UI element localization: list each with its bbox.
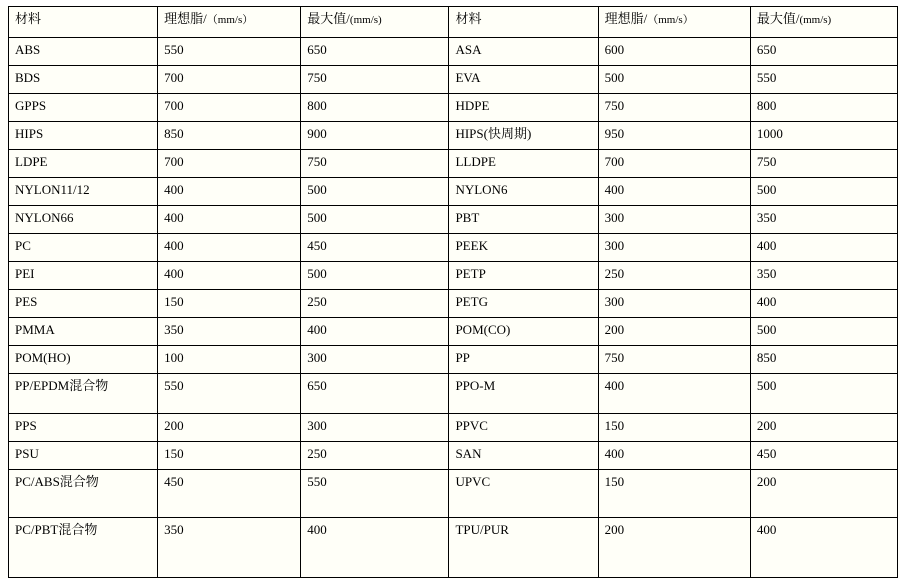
column-header-unit: (mm/s) (799, 14, 832, 26)
table-cell: 750 (301, 66, 449, 94)
table-cell: PC (9, 234, 158, 262)
table-cell: 650 (301, 38, 449, 66)
table-cell: 400 (301, 518, 449, 578)
material-speed-table (8, 6, 898, 578)
table-cell: 850 (750, 346, 897, 374)
column-header-label: 理想脂/ (604, 11, 648, 26)
table-cell: GPPS (9, 94, 158, 122)
table-cell: 700 (598, 150, 750, 178)
table-row (9, 470, 898, 518)
column-header-max-2 (750, 7, 897, 38)
document-page (0, 6, 900, 579)
table-row (9, 150, 898, 178)
table-cell: 850 (158, 122, 301, 150)
table-cell: 500 (750, 318, 897, 346)
table-cell: 400 (158, 206, 301, 234)
table-cell: 400 (750, 290, 897, 318)
table-row (9, 94, 898, 122)
table-cell: 150 (158, 442, 301, 470)
table-cell: PPVC (449, 414, 598, 442)
table-cell: 450 (750, 442, 897, 470)
table-cell: PETP (449, 262, 598, 290)
table-row (9, 262, 898, 290)
table-cell: HIPS (9, 122, 158, 150)
column-header-material-1 (9, 7, 158, 38)
table-cell: 300 (301, 346, 449, 374)
table-row (9, 414, 898, 442)
table-cell: 500 (750, 178, 897, 206)
table-cell: 400 (158, 234, 301, 262)
table-row (9, 290, 898, 318)
table-cell: 700 (158, 66, 301, 94)
table-cell: 650 (301, 374, 449, 414)
table-cell: 700 (158, 94, 301, 122)
table-cell: 300 (598, 290, 750, 318)
table-row (9, 66, 898, 94)
table-body (9, 38, 898, 578)
table-row (9, 234, 898, 262)
column-header-label: 最大值/ (756, 11, 800, 26)
table-row (9, 442, 898, 470)
table-cell: 150 (598, 414, 750, 442)
table-cell: TPU/PUR (449, 518, 598, 578)
table-row (9, 374, 898, 414)
table-cell: LDPE (9, 150, 158, 178)
table-cell: 400 (158, 178, 301, 206)
table-cell: UPVC (449, 470, 598, 518)
table-cell: PBT (449, 206, 598, 234)
table-cell: 200 (598, 518, 750, 578)
table-cell: 550 (750, 66, 897, 94)
table-cell: 350 (750, 262, 897, 290)
table-cell: 900 (301, 122, 449, 150)
table-cell: 300 (598, 234, 750, 262)
table-cell: 250 (301, 442, 449, 470)
column-header-label: 理想脂/ (164, 11, 207, 26)
table-cell: PES (9, 290, 158, 318)
table-cell: EVA (449, 66, 598, 94)
table-cell: NYLON11/12 (9, 178, 158, 206)
column-header-label: 材料 (455, 11, 482, 26)
table-cell: 750 (598, 94, 750, 122)
table-cell: 750 (750, 150, 897, 178)
table-cell: 400 (750, 518, 897, 578)
table-cell: 500 (750, 374, 897, 414)
table-cell: 350 (158, 518, 301, 578)
table-cell: 1000 (750, 122, 897, 150)
table-cell: 300 (598, 206, 750, 234)
table-row (9, 318, 898, 346)
table-cell: 500 (598, 66, 750, 94)
table-cell: 200 (158, 414, 301, 442)
table-cell: 100 (158, 346, 301, 374)
table-cell: 600 (598, 38, 750, 66)
column-header-label: 材料 (15, 11, 42, 26)
table-cell: HDPE (449, 94, 598, 122)
table-row (9, 346, 898, 374)
column-header-unit: （mm/s） (647, 14, 694, 26)
table-cell: 400 (158, 262, 301, 290)
table-cell: 550 (158, 374, 301, 414)
column-header-ideal-2 (598, 7, 750, 38)
table-row (9, 38, 898, 66)
table-cell: 800 (750, 94, 897, 122)
table-cell: ASA (449, 38, 598, 66)
table-cell: 350 (750, 206, 897, 234)
column-header-unit: (mm/s) (349, 14, 382, 26)
table-cell: PEEK (449, 234, 598, 262)
table-cell: 200 (598, 318, 750, 346)
table-cell: 450 (158, 470, 301, 518)
table-cell: HIPS(快周期) (449, 122, 598, 150)
table-cell: BDS (9, 66, 158, 94)
table-cell: PC/PBT混合物 (9, 518, 158, 578)
table-cell: NYLON66 (9, 206, 158, 234)
table-row (9, 122, 898, 150)
table-cell: 500 (301, 262, 449, 290)
table-cell: 300 (301, 414, 449, 442)
table-cell: 800 (301, 94, 449, 122)
table-cell: 150 (158, 290, 301, 318)
table-header (9, 7, 898, 38)
table-cell: PSU (9, 442, 158, 470)
table-cell: PP (449, 346, 598, 374)
table-cell: 250 (598, 262, 750, 290)
table-cell: 750 (301, 150, 449, 178)
table-row (9, 178, 898, 206)
table-cell: 450 (301, 234, 449, 262)
table-cell: SAN (449, 442, 598, 470)
table-cell: PPS (9, 414, 158, 442)
table-cell: PPO-M (449, 374, 598, 414)
table-cell: 700 (158, 150, 301, 178)
table-cell: NYLON6 (449, 178, 598, 206)
table-cell: POM(CO) (449, 318, 598, 346)
table-row (9, 206, 898, 234)
table-row (9, 518, 898, 578)
table-cell: 750 (598, 346, 750, 374)
table-cell: LLDPE (449, 150, 598, 178)
table-cell: PETG (449, 290, 598, 318)
table-cell: 500 (301, 206, 449, 234)
table-cell: 350 (158, 318, 301, 346)
table-cell: 400 (301, 318, 449, 346)
table-cell: 400 (598, 178, 750, 206)
table-cell: 400 (598, 442, 750, 470)
table-cell: 650 (750, 38, 897, 66)
table-cell: PP/EPDM混合物 (9, 374, 158, 414)
table-cell: 400 (750, 234, 897, 262)
table-cell: 400 (598, 374, 750, 414)
table-cell: PEI (9, 262, 158, 290)
table-cell: POM(HO) (9, 346, 158, 374)
table-cell: 500 (301, 178, 449, 206)
table-cell: 950 (598, 122, 750, 150)
column-header-label: 最大值/ (307, 11, 350, 26)
column-header-ideal-1 (158, 7, 301, 38)
table-cell: PMMA (9, 318, 158, 346)
table-cell: 150 (598, 470, 750, 518)
table-header-row (9, 7, 898, 38)
table-cell: ABS (9, 38, 158, 66)
table-cell: 200 (750, 414, 897, 442)
table-cell: PC/ABS混合物 (9, 470, 158, 518)
table-cell: 550 (158, 38, 301, 66)
column-header-max-1 (301, 7, 449, 38)
column-header-unit: （mm/s） (206, 14, 254, 26)
table-cell: 250 (301, 290, 449, 318)
table-cell: 550 (301, 470, 449, 518)
table-cell: 200 (750, 470, 897, 518)
column-header-material-2 (449, 7, 598, 38)
